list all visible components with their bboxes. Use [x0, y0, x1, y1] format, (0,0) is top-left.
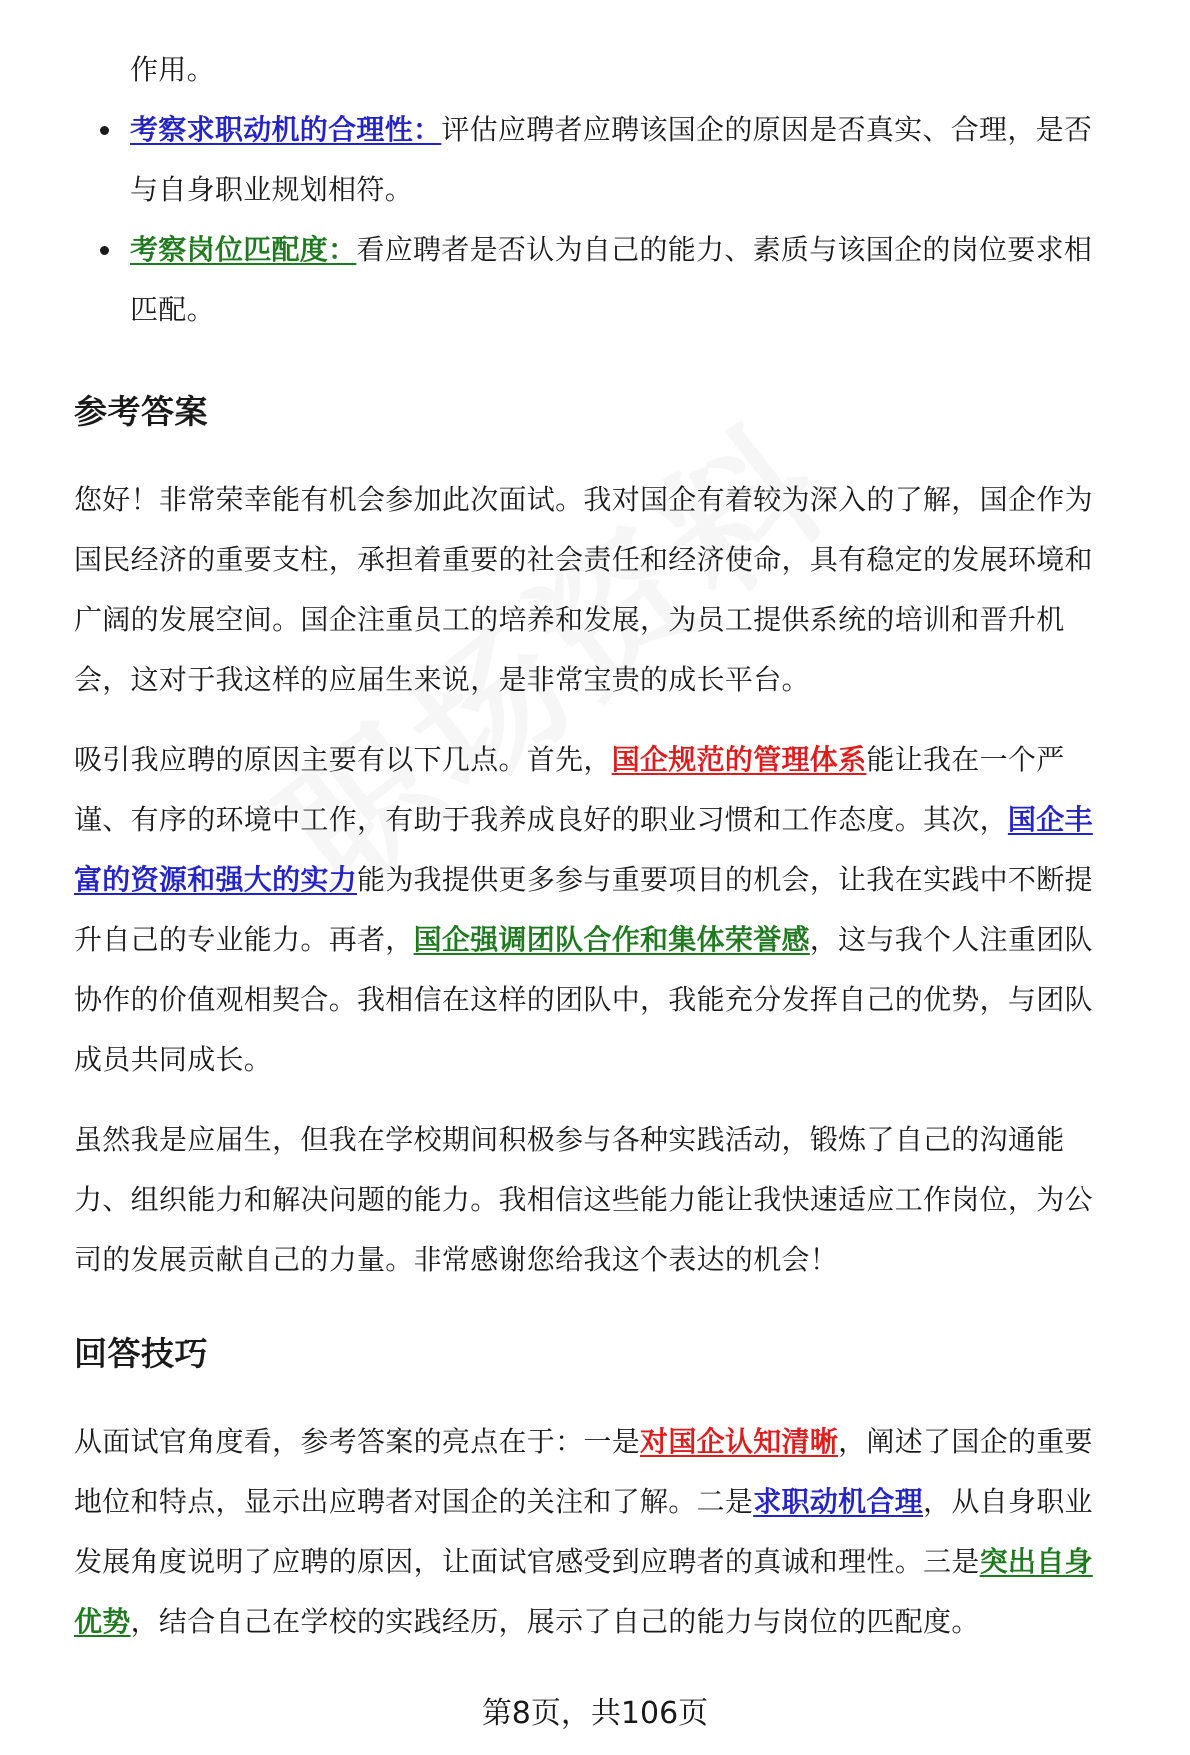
- bullet-text: 与自身职业规划相符。: [130, 173, 414, 206]
- text-line: 力、组织能力和解决问题的能力。我相信这些能力能让我快速适应工作岗位，为公: [74, 1183, 1093, 1216]
- text-line: 广阔的发展空间。国企注重员工的培养和发展，为员工提供系统的培训和晋升机: [74, 603, 1065, 636]
- highlight-strength: 优势: [74, 1605, 131, 1638]
- highlight-motivation: 求职动机合理: [753, 1485, 924, 1518]
- text-run: ，这与我个人注重团队: [809, 923, 1093, 956]
- bullet-text: 匹配。: [130, 293, 215, 326]
- text-line: 虽然我是应届生，但我在学校期间积极参与各种实践活动，锻炼了自己的沟通能: [74, 1123, 1065, 1156]
- answer-paragraph-2: [74, 730, 1164, 1090]
- text-run: 发展角度说明了应聘的原因，让面试官感受到应聘者的真诚和理性。三是: [74, 1545, 980, 1578]
- text-run: 地位和特点，显示出应聘者对国企的关注和了解。二是: [74, 1485, 754, 1518]
- text-run: ，阐述了国企的重要: [838, 1425, 1093, 1458]
- text-line: 司的发展贡献自己的力量。非常感谢您给我这个表达的机会！: [74, 1243, 839, 1276]
- bullet-title: 考察求职动机的合理性：: [130, 113, 442, 146]
- text-line: 成员共同成长。: [74, 1043, 273, 1076]
- bullet-dot-icon: [100, 126, 109, 135]
- text-line: 您好！非常荣幸能有机会参加此次面试。我对国企有着较为深入的了解，国企作为: [74, 483, 1093, 516]
- text-run: ，结合自己在学校的实践经历，展示了自己的能力与岗位的匹配度。: [130, 1605, 980, 1638]
- bullet-text: 看应聘者是否认为自己的能力、素质与该国企的岗位要求相: [356, 233, 1093, 266]
- section-heading-answer-tips: 回答技巧: [74, 1334, 208, 1373]
- highlight-resources: 富的资源和强大的实力: [74, 863, 358, 896]
- highlight-teamwork: 国企强调团队合作和集体荣誉感: [413, 923, 810, 956]
- tips-paragraph: [74, 1412, 1164, 1652]
- text-run: 升自己的专业能力。再者，: [74, 923, 414, 956]
- text-run: 从面试官角度看，参考答案的亮点在于：一是: [74, 1425, 641, 1458]
- bullet-item-job-match: [74, 220, 1164, 340]
- text-line: 协作的价值观相契合。我相信在这样的团队中，我能充分发挥自己的优势，与团队: [74, 983, 1093, 1016]
- text-run: 能让我在一个严: [866, 743, 1065, 776]
- text-line: 会，这对于我这样的应届生来说，是非常宝贵的成长平台。: [74, 663, 810, 696]
- text-line: 国民经济的重要支柱，承担着重要的社会责任和经济使命，具有稳定的发展环境和: [74, 543, 1093, 576]
- section-heading-reference-answer: 参考答案: [74, 392, 208, 431]
- answer-paragraph-1: [74, 470, 1164, 710]
- highlight-management: 国企规范的管理体系: [611, 743, 867, 776]
- document-page: [74, 40, 1164, 1652]
- highlight-strength: 突出自身: [979, 1545, 1093, 1578]
- text-run: 能为我提供更多参与重要项目的机会，让我在实践中不断提: [357, 863, 1093, 896]
- bullet-dot-icon: [100, 246, 109, 255]
- bullet-item-motivation: [74, 100, 1164, 220]
- text-run: ，从自身职业: [923, 1485, 1093, 1518]
- bullet-list: [74, 100, 1164, 340]
- answer-paragraph-3: [74, 1110, 1164, 1290]
- highlight-cognition: 对国企认知清晰: [640, 1425, 839, 1458]
- text-run: 吸引我应聘的原因主要有以下几点。首先，: [74, 743, 612, 776]
- bullet-title: 考察岗位匹配度：: [130, 233, 357, 266]
- bullet-text: 评估应聘者应聘该国企的原因是否真实、合理，是否: [441, 113, 1093, 146]
- intro-tail: 作用。: [130, 53, 215, 86]
- highlight-resources: 国企丰: [1007, 803, 1093, 836]
- page-footer: 第8页，共106页: [481, 1696, 709, 1731]
- text-run: 谨、有序的环境中工作，有助于我养成良好的职业习惯和工作态度。其次，: [74, 803, 1008, 836]
